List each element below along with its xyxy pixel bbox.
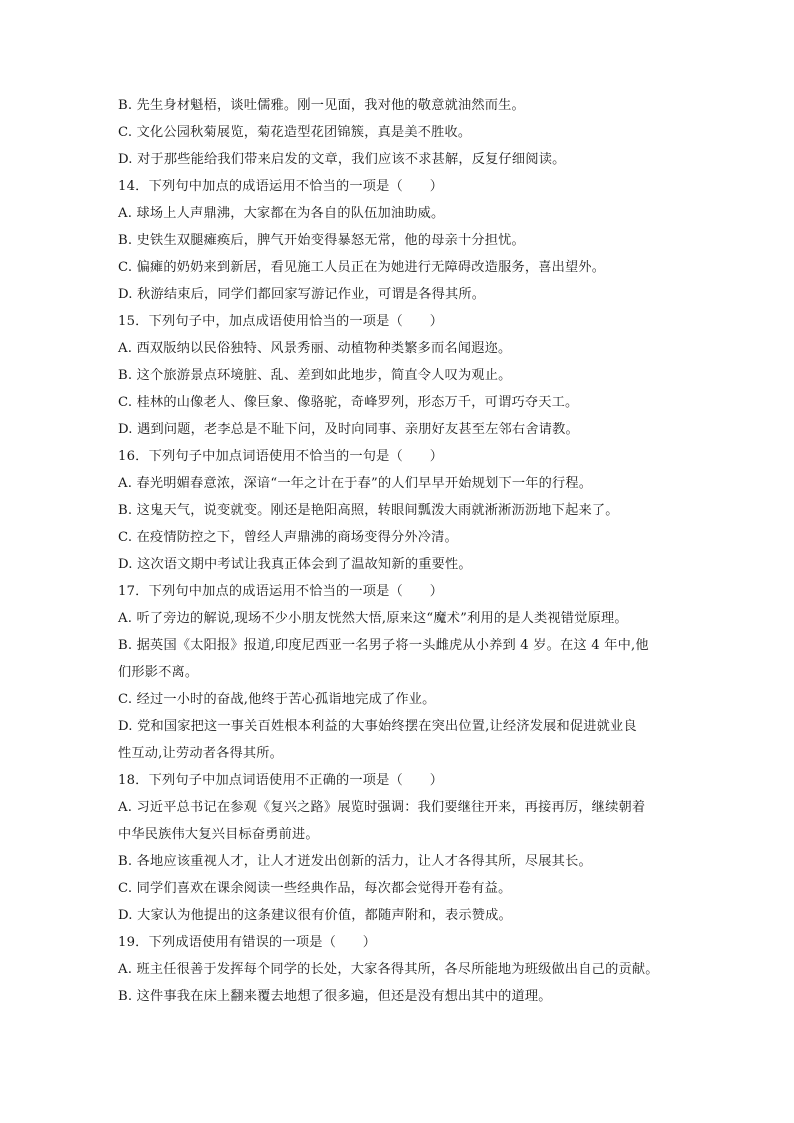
option-line: C. 偏瘫的奶奶来到新居，看见施工人员正在为她进行无障碍改造服务，喜出望外。 [118, 260, 606, 275]
option-line: C. 经过一小时的奋战,他终于苦心孤诣地完成了作业。 [118, 692, 436, 707]
option-line: A. 班主任很善于发挥每个同学的长处，大家各得其所，各尽所能地为班级做出自己的贡献。 [118, 962, 659, 977]
option-line-continued: 性互动,让劳动者各得其所。 [118, 746, 284, 761]
option-line-continued: 们形影不离。 [118, 665, 199, 680]
option-line: D. 大家认为他提出的这条建议很有价值，都随声附和，表示赞成。 [118, 908, 512, 923]
option-line: C. 桂林的山像老人、像巨象、像骆驼，奇峰罗列，形态万千，可谓巧夺天工。 [118, 395, 579, 410]
question-stem: 19．下列成语使用有错误的一项是（ ） [118, 935, 377, 950]
document-page [118, 92, 684, 1010]
option-line: B. 这件事我在床上翻来覆去地想了很多遍，但还是没有想出其中的道理。 [118, 989, 552, 1004]
option-line: A. 春光明媚春意浓，深谙“一年之计在于春”的人们早早开始规划下一年的行程。 [118, 476, 593, 491]
option-line: D. 秋游结束后，同学们都回家写游记作业，可谓是各得其所。 [118, 287, 486, 302]
option-line: A. 球场上人声鼎沸，大家都在为各自的队伍加油助威。 [118, 206, 445, 221]
option-line: C. 在疫情防控之下，曾经人声鼎沸的商场变得分外冷清。 [118, 530, 458, 545]
option-line: A. 习近平总书记在参观《复兴之路》展览时强调：我们要继往开来，再接再厉，继续朝着 [118, 800, 646, 815]
option-line: D. 党和国家把这一事关百姓根本利益的大事始终摆在突出位置,让经济发展和促进就业良 [118, 719, 637, 734]
option-line: B. 这个旅游景点环境脏、乱、差到如此地步，简直令人叹为观止。 [118, 368, 512, 383]
option-line: D. 对于那些能给我们带来启发的文章，我们应该不求甚解，反复仔细阅读。 [118, 152, 566, 167]
option-line: B. 这鬼天气，说变就变。刚还是艳阳高照，转眼间瓢泼大雨就淅淅沥沥地下起来了。 [118, 503, 619, 518]
option-line: C. 同学们喜欢在课余阅读一些经典作品，每次都会觉得开卷有益。 [118, 881, 512, 896]
question-stem: 16．下列句子中加点词语使用不恰当的一句是（ ） [118, 449, 444, 464]
option-line: C. 文化公园秋菊展览，菊花造型花团锦簇，真是美不胜收。 [118, 125, 472, 140]
option-line: A. 听了旁边的解说,现场不少小朋友恍然大悟,原来这“魔术”利用的是人类视错觉原理。 [118, 611, 628, 626]
option-line: D. 这次语文期中考试让我真正体会到了温故知新的重要性。 [118, 557, 472, 572]
option-line: D. 遇到问题，老李总是不耻下问，及时向同事、亲朋好友甚至左邻右舍请教。 [118, 422, 579, 437]
option-line: B. 各地应该重视人才，让人才迸发出创新的活力，让人才各得其所，尽展其长。 [118, 854, 592, 869]
option-line: B. 据英国《太阳报》报道,印度尼西亚一名男子将一头雌虎从小养到 4 岁。在这 4 年中,他 [118, 638, 649, 653]
option-line-continued: 中华民族伟大复兴目标奋勇前进。 [118, 827, 319, 842]
question-stem: 17．下列句中加点的成语运用不恰当的一项是（ ） [118, 584, 444, 599]
option-line: B. 史铁生双腿瘫痪后，脾气开始变得暴怒无常，他的母亲十分担忧。 [118, 233, 525, 248]
option-line: B. 先生身材魁梧，谈吐儒雅。刚一见面，我对他的敬意就油然而生。 [118, 98, 525, 113]
question-stem: 14．下列句中加点的成语运用不恰当的一项是（ ） [118, 179, 444, 194]
question-stem: 18．下列句子中加点词语使用不正确的一项是（ ） [118, 773, 444, 788]
option-line: A. 西双版纳以民俗独特、风景秀丽、动植物种类繁多而名闻遐迩。 [118, 341, 512, 356]
question-stem: 15．下列句子中，加点成语使用恰当的一项是（ ） [118, 314, 444, 329]
